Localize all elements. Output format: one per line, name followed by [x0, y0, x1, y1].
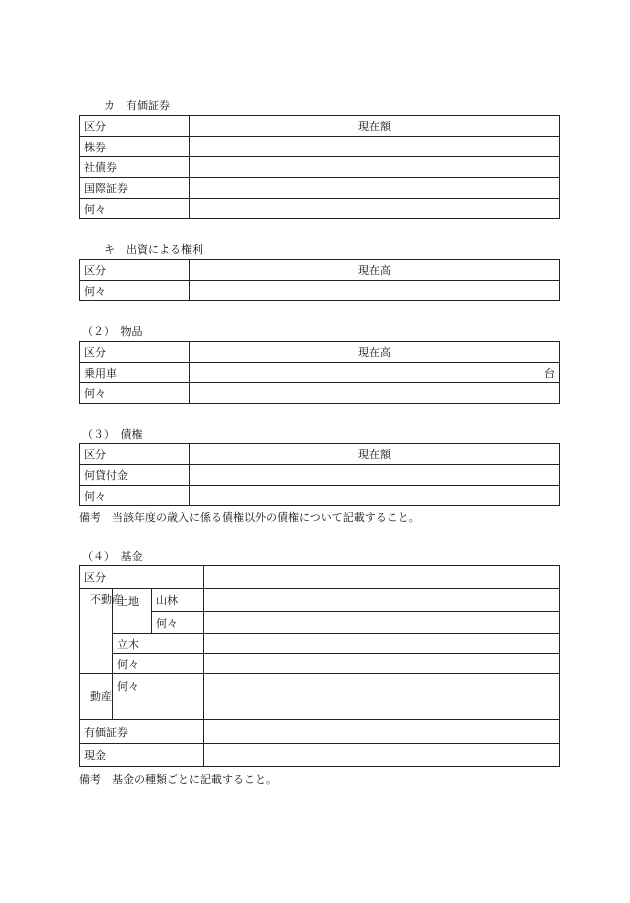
value-cell[interactable]	[190, 199, 560, 219]
row-label: 何々	[80, 281, 190, 301]
row-label: 何貸付金	[80, 465, 190, 486]
cash-label: 現金	[80, 744, 204, 767]
header-category: 区分	[80, 342, 190, 363]
value-cell[interactable]	[190, 486, 560, 506]
land-other-label: 何々	[152, 612, 204, 634]
header-category: 区分	[80, 444, 190, 465]
header-current-holding: 現在高	[190, 342, 560, 363]
investment-rights-table	[79, 259, 560, 301]
value-cell[interactable]	[190, 281, 560, 301]
unit-label[interactable]: 台	[190, 363, 560, 383]
claims-note: 備考 当該年度の歳入に係る債権以外の債権について記載すること。	[79, 511, 420, 524]
value-cell[interactable]	[190, 137, 560, 157]
value-cell[interactable]	[204, 634, 560, 654]
value-cell[interactable]	[190, 465, 560, 486]
fund-securities-label: 有価証券	[80, 720, 204, 744]
row-label: 社債券	[80, 157, 190, 178]
header-category: 区分	[80, 116, 190, 137]
claims-heading: （３） 債権	[82, 428, 143, 441]
row-label: 国際証券	[80, 178, 190, 199]
value-cell[interactable]	[204, 744, 560, 767]
claims-table	[79, 443, 560, 506]
value-cell[interactable]	[190, 383, 560, 404]
standing-timber-label: 立木	[113, 634, 204, 654]
value-cell[interactable]	[204, 589, 560, 612]
land-label: 土地	[113, 589, 152, 634]
header-current-holding: 現在高	[190, 260, 560, 281]
value-cell[interactable]	[204, 612, 560, 634]
value-cell[interactable]	[190, 157, 560, 178]
row-label: 何々	[80, 383, 190, 404]
fund-note: 備考 基金の種類ごとに記載すること。	[79, 773, 277, 786]
real-estate-label: 不動産	[80, 589, 113, 674]
row-label: 何々	[80, 199, 190, 219]
forest-label: 山林	[152, 589, 204, 612]
value-cell[interactable]	[204, 654, 560, 674]
goods-table	[79, 341, 560, 404]
row-label: 何々	[80, 486, 190, 506]
securities-heading: カ 有価証券	[104, 99, 170, 112]
header-category: 区分	[80, 566, 204, 589]
row-label: 株券	[80, 137, 190, 157]
value-cell[interactable]	[190, 178, 560, 199]
goods-heading: （２） 物品	[82, 325, 143, 338]
securities-table	[79, 115, 560, 219]
investment-rights-heading: キ 出資による権利	[104, 243, 203, 256]
header-category: 区分	[80, 260, 190, 281]
real-estate-other-label: 何々	[113, 654, 204, 674]
movable-label: 動産	[80, 674, 113, 720]
value-cell[interactable]	[204, 674, 560, 720]
header-current-amount: 現在額	[190, 444, 560, 465]
fund-table	[79, 565, 560, 767]
row-label: 乗用車	[80, 363, 190, 383]
header-current-amount: 現在額	[190, 116, 560, 137]
value-cell[interactable]	[204, 566, 560, 589]
movable-other-label: 何々	[113, 674, 204, 720]
fund-heading: （４） 基金	[82, 550, 143, 563]
value-cell[interactable]	[204, 720, 560, 744]
